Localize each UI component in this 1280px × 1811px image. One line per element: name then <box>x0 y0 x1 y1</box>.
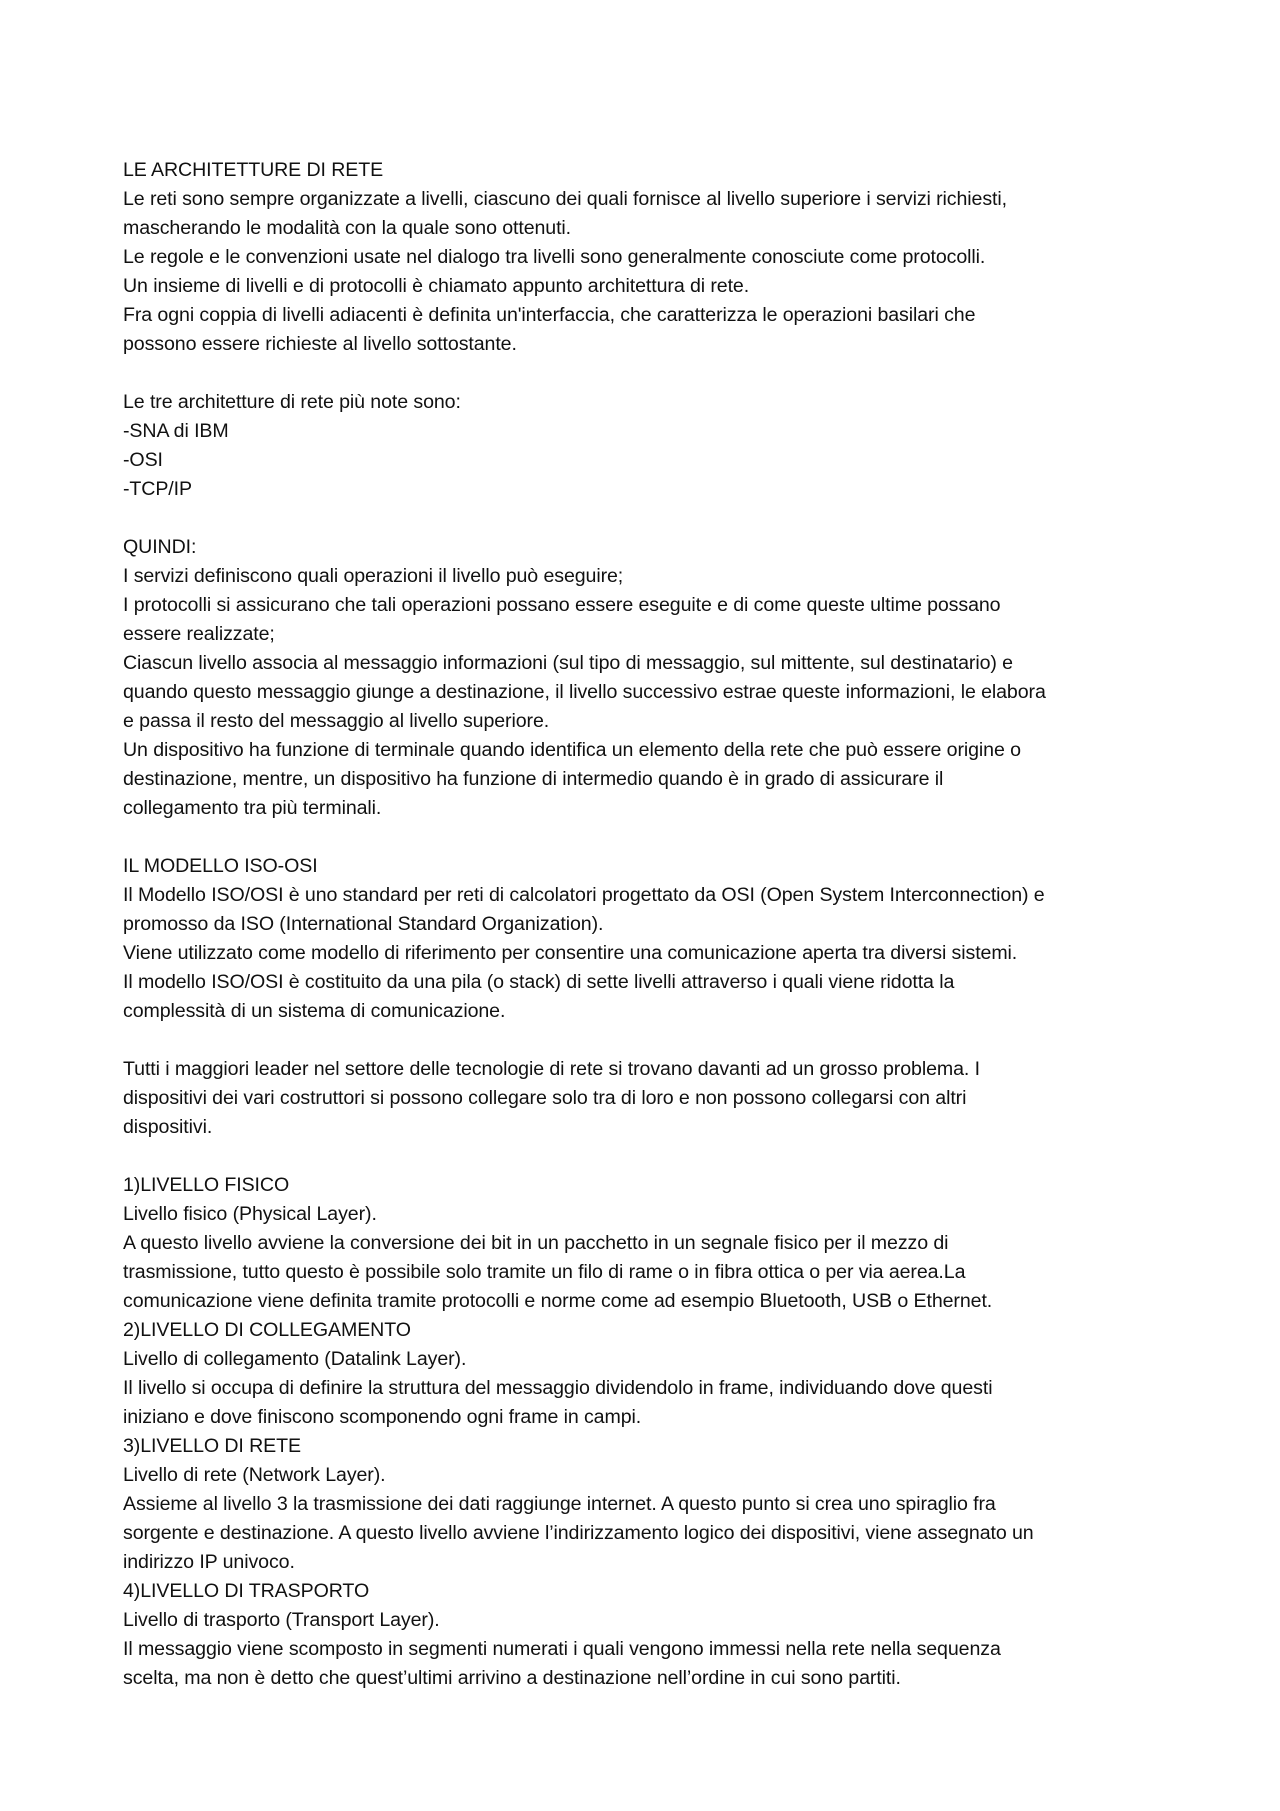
text-line: Fra ogni coppia di livelli adiacenti è definita un'interfaccia, che caratterizza le operazioni basilari che <box>123 304 976 326</box>
text-line: comunicazione viene definita tramite protocolli e norme come ad esempio Bluetooth, USB o Ethernet. <box>123 1290 993 1312</box>
blank-line <box>123 504 1183 533</box>
text-line: QUINDI: <box>123 536 197 558</box>
text-line: indirizzo IP univoco. <box>123 1551 295 1573</box>
text-line: Livello di rete (Network Layer). <box>123 1464 386 1486</box>
text-line: I protocolli si assicurano che tali operazioni possano essere eseguite e di come queste ultime possano <box>123 594 1001 616</box>
text-line: Livello di trasporto (Transport Layer). <box>123 1609 440 1631</box>
blank-line <box>123 359 1183 388</box>
text-line: Un dispositivo ha funzione di terminale quando identifica un elemento della rete che può essere origine o <box>123 739 1021 761</box>
text-line: A questo livello avviene la conversione dei bit in un pacchetto in un segnale fisico per il mezzo di <box>123 1232 949 1254</box>
text-line: Viene utilizzato come modello di riferimento per consentire una comunicazione aperta tra diversi sistemi. <box>123 942 1018 964</box>
text-line: Il Modello ISO/OSI è uno standard per reti di calcolatori progettato da OSI (Open System Interconnection) e <box>123 884 1045 906</box>
text-line: Le regole e le convenzioni usate nel dialogo tra livelli sono generalmente conosciute come protocolli. <box>123 246 986 268</box>
text-line: Ciascun livello associa al messaggio informazioni (sul tipo di messaggio, sul mittente, sul destinatario) e <box>123 652 1013 674</box>
text-line: promosso da ISO (International Standard Organization). <box>123 913 604 935</box>
text-line: Le reti sono sempre organizzate a livelli, ciascuno dei quali fornisce al livello superiore i servizi richiesti, <box>123 188 1007 210</box>
text-line: LE ARCHITETTURE DI RETE <box>123 159 384 181</box>
text-line: 3)LIVELLO DI RETE <box>123 1435 301 1457</box>
blank-line <box>123 1026 1183 1055</box>
text-line: Livello di collegamento (Datalink Layer). <box>123 1348 467 1370</box>
text-line: -TCP/IP <box>123 478 192 500</box>
text-line: essere realizzate; <box>123 623 275 645</box>
text-line: scelta, ma non è detto che quest’ultimi arrivino a destinazione nell’ordine in cui sono partiti. <box>123 1667 901 1689</box>
text-line: e passa il resto del messaggio al livello superiore. <box>123 710 550 732</box>
text-line: 1)LIVELLO FISICO <box>123 1174 290 1196</box>
text-line: I servizi definiscono quali operazioni il livello può eseguire; <box>123 565 624 587</box>
text-line: destinazione, mentre, un dispositivo ha funzione di intermedio quando è in grado di assicurare il <box>123 768 944 790</box>
text-line: -OSI <box>123 449 163 471</box>
text-line: dispositivi. <box>123 1116 213 1138</box>
text-line: dispositivi dei vari costruttori si possono collegare solo tra di loro e non possono collegarsi con altri <box>123 1087 967 1109</box>
text-line: 4)LIVELLO DI TRASPORTO <box>123 1580 370 1602</box>
text-line: iniziano e dove finiscono scomponendo ogni frame in campi. <box>123 1406 642 1428</box>
text-line: mascherando le modalità con la quale sono ottenuti. <box>123 217 572 239</box>
text-line: possono essere richieste al livello sottostante. <box>123 333 517 355</box>
blank-line <box>123 1142 1183 1171</box>
text-line: Assieme al livello 3 la trasmissione dei dati raggiunge internet. A questo punto si crea uno spiraglio fra <box>123 1493 996 1515</box>
text-line: Un insieme di livelli e di protocolli è chiamato appunto architettura di rete. <box>123 275 750 297</box>
text-line: -SNA di IBM <box>123 420 229 442</box>
text-line: collegamento tra più terminali. <box>123 797 382 819</box>
blank-line <box>123 823 1183 852</box>
text-line: Il livello si occupa di definire la struttura del messaggio dividendolo in frame, individuando dove questi <box>123 1377 993 1399</box>
text-line: Tutti i maggiori leader nel settore delle tecnologie di rete si trovano davanti ad un grosso problema. I <box>123 1058 980 1080</box>
text-line: Il modello ISO/OSI è costituito da una pila (o stack) di sette livelli attraverso i quali viene ridotta la <box>123 971 955 993</box>
text-line: Le tre architetture di rete più note sono: <box>123 391 461 413</box>
text-line: trasmissione, tutto questo è possibile solo tramite un filo di rame o in fibra ottica o per via aerea.La <box>123 1261 966 1283</box>
text-line: Livello fisico (Physical Layer). <box>123 1203 377 1225</box>
text-line: quando questo messaggio giunge a destinazione, il livello successivo estrae queste informazioni, le elabora <box>123 681 1046 703</box>
text-line: Il messaggio viene scomposto in segmenti numerati i quali vengono immessi nella rete nella sequenza <box>123 1638 1001 1660</box>
text-line: IL MODELLO ISO-OSI <box>123 855 318 877</box>
text-line: complessità di un sistema di comunicazione. <box>123 1000 506 1022</box>
text-line: sorgente e destinazione. A questo livello avviene l’indirizzamento logico dei dispositivi, viene assegnato un <box>123 1522 1034 1544</box>
document-body <box>123 156 1183 1693</box>
text-line: 2)LIVELLO DI COLLEGAMENTO <box>123 1319 411 1341</box>
